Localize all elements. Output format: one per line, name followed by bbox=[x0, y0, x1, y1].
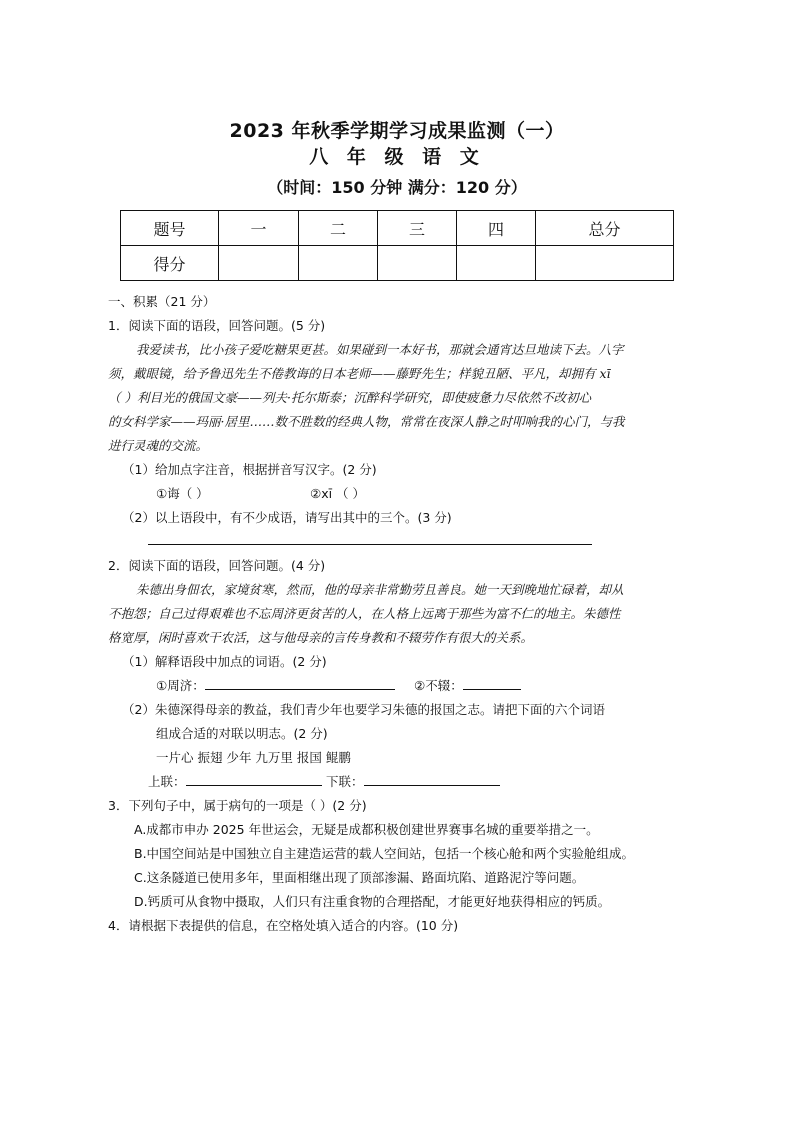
q1-answer-line[interactable] bbox=[148, 544, 592, 545]
couplet-down-blank[interactable] bbox=[364, 785, 500, 786]
couplet-up-blank[interactable] bbox=[186, 785, 322, 786]
score-cell-3: 三 bbox=[378, 211, 457, 246]
score-input-4[interactable] bbox=[457, 246, 536, 281]
q1-passage-line: 我爱读书，比小孩子爱吃糖果更甚。如果碰到一本好书，那就会通宵达旦地读下去。八字 bbox=[136, 342, 624, 357]
q1-passage-line: 须，戴眼镜，给予鲁迅先生不倦教诲的日本老师——藤野先生；样貌丑陋、平凡，却拥有 xī bbox=[108, 366, 611, 381]
q3-prompt: 3．下列句子中，属于病句的一项是（ ）(2 分) bbox=[108, 798, 367, 813]
score-input-2[interactable] bbox=[299, 246, 378, 281]
couplet-down-label: 下联： bbox=[326, 774, 364, 789]
q2-passage-line: 格宽厚，闲时喜欢干农活，这与他母亲的言传身教和不辍劳作有很大的关系。 bbox=[108, 630, 534, 645]
score-cell-label: 题号 bbox=[121, 211, 219, 246]
q1-sub2: （2）以上语段中，有不少成语，请写出其中的三个。(3 分) bbox=[122, 510, 452, 525]
exam-title: 2023 年秋季学期学习成果监测（一） bbox=[229, 120, 565, 142]
q1-sub1: （1）给加点字注音，根据拼音写汉字。(2 分) bbox=[122, 462, 377, 477]
q2-sub1-a bbox=[156, 676, 395, 694]
q2-sub1-b-blank[interactable] bbox=[463, 689, 521, 690]
q2-sub1: （1）解释语段中加点的词语。(2 分) bbox=[122, 654, 327, 669]
exam-subject: 八 年 级 语 文 bbox=[309, 146, 485, 168]
q2-passage-line: 朱德出身佃农，家境贫寒，然而，他的母亲非常勤劳且善良。她一天到晚地忙碌着，却从 bbox=[136, 582, 624, 597]
exam-meta: （时间：150 分钟 满分：120 分） bbox=[267, 178, 527, 197]
q1-sub1-b[interactable]: ②xī （ ） bbox=[310, 486, 366, 501]
score-row-label: 得分 bbox=[121, 246, 219, 281]
q2-passage-line: 不抱怨；自己过得艰难也不忘周济更贫苦的人，在人格上远离于那些为富不仁的地主。朱德性 bbox=[108, 606, 621, 621]
q3-option-b[interactable]: B.中国空间站是中国独立自主建造运营的载人空间站，包括一个核心舱和两个实验舱组成。 bbox=[134, 846, 635, 861]
q1-passage-line: 的女科学家——玛丽·居里……数不胜数的经典人物，常常在夜深人静之时叩响我的心门，与我 bbox=[108, 414, 625, 429]
q3-option-a[interactable]: A.成都市申办 2025 年世运会，无疑是成都积极创建世界赛事名城的重要举措之一。 bbox=[134, 822, 599, 837]
q3-option-c[interactable]: C.这条隧道已使用多年，里面相继出现了顶部渗漏、路面坑陷、道路泥泞等问题。 bbox=[134, 870, 585, 885]
q2-sub1-b bbox=[414, 676, 521, 694]
score-table bbox=[120, 210, 674, 281]
section-heading: 一、积累（21 分） bbox=[108, 294, 216, 309]
score-cell-1: 一 bbox=[219, 211, 299, 246]
q2-sub1-a-blank[interactable] bbox=[205, 689, 395, 690]
q3-option-d[interactable]: D.钙质可从食物中摄取，人们只有注重食物的合理搭配，才能更好地获得相应的钙质。 bbox=[134, 894, 611, 909]
score-input-1[interactable] bbox=[219, 246, 299, 281]
score-input-total[interactable] bbox=[536, 246, 674, 281]
q1-prompt: 1．阅读下面的语段，回答问题。(5 分) bbox=[108, 318, 326, 333]
q2-couplet-down bbox=[326, 772, 500, 790]
q1-passage-line: 进行灵魂的交流。 bbox=[108, 438, 209, 453]
q4-prompt: 4．请根据下表提供的信息，在空格处填入适合的内容。(10 分) bbox=[108, 918, 459, 933]
q2-sub2-line2: 组成合适的对联以明志。(2 分) bbox=[156, 726, 328, 741]
score-table-score-row bbox=[121, 246, 674, 281]
q2-sub2-line1: （2）朱德深得母亲的教益，我们青少年也要学习朱德的报国之志。请把下面的六个词语 bbox=[122, 702, 605, 717]
q2-sub1-a-label: ①周济： bbox=[156, 678, 205, 693]
q1-sub1-a[interactable]: ①诲（ ） bbox=[156, 486, 209, 501]
couplet-up-label: 上联： bbox=[148, 774, 186, 789]
score-input-3[interactable] bbox=[378, 246, 457, 281]
score-cell-2: 二 bbox=[299, 211, 378, 246]
q2-prompt: 2．阅读下面的语段，回答问题。(4 分) bbox=[108, 558, 326, 573]
score-table-header-row bbox=[121, 211, 674, 246]
q2-couplet-up bbox=[148, 772, 322, 790]
score-cell-total: 总分 bbox=[536, 211, 674, 246]
q2-word-list: 一片心 振翅 少年 九万里 报国 鲲鹏 bbox=[156, 750, 351, 765]
q2-sub1-b-label: ②不辍： bbox=[414, 678, 463, 693]
q1-passage-line: （ ）利目光的俄国文豪——列夫·托尔斯泰；沉醉科学研究，即使疲惫力尽依然不改初心 bbox=[108, 390, 591, 405]
score-cell-4: 四 bbox=[457, 211, 536, 246]
